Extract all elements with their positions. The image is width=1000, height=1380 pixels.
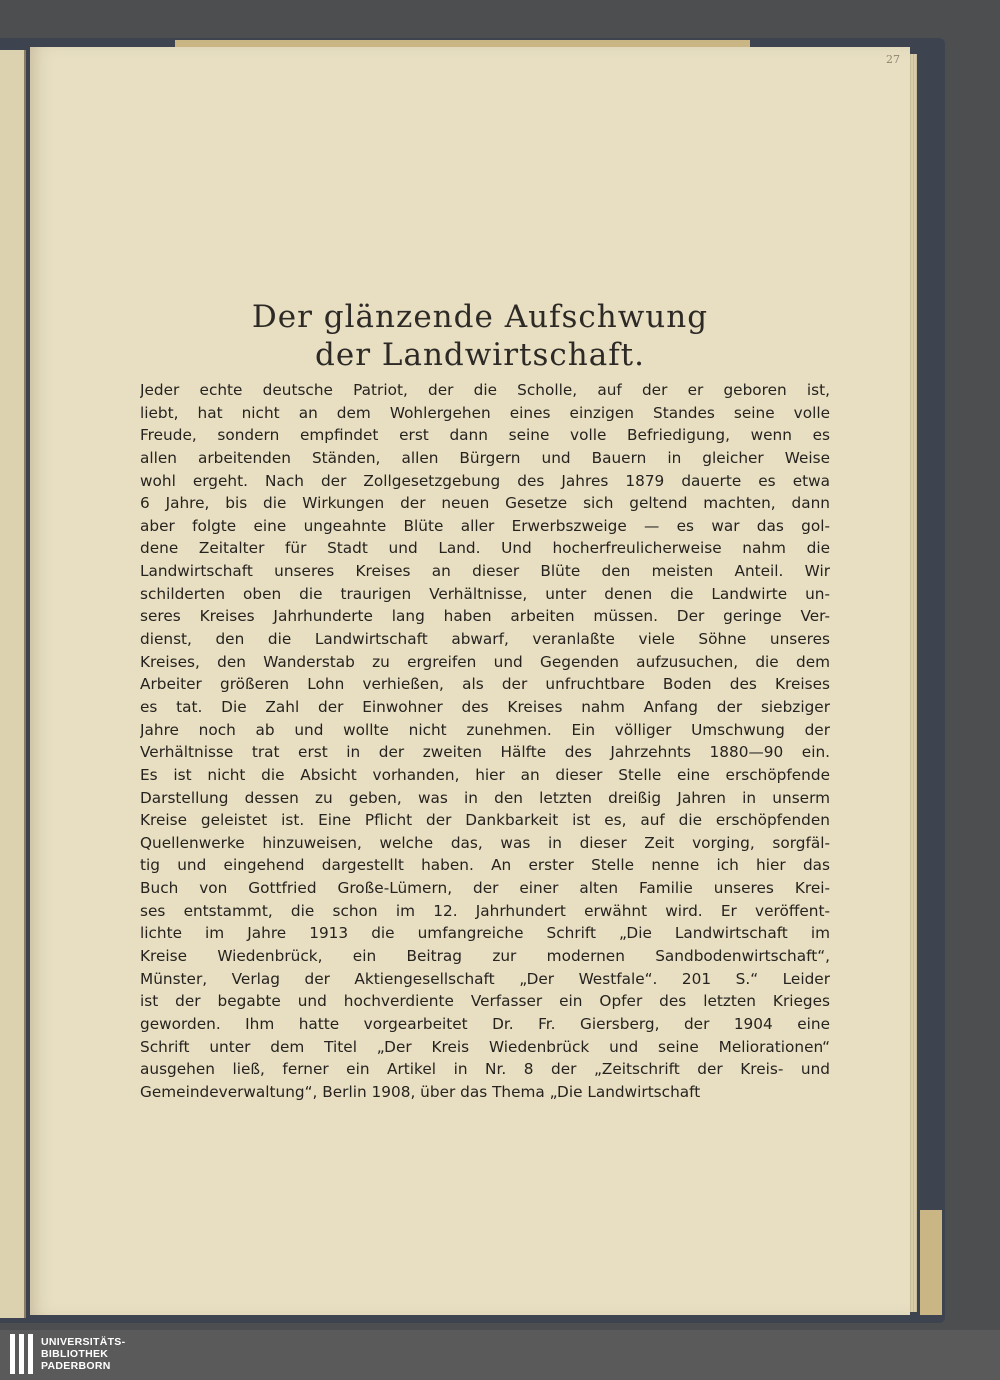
- text-line: Freude, sondern empfindet erst dann seine volle Befriedigung, wenn es: [140, 426, 830, 445]
- logo-line-3: PADERBORN: [41, 1360, 111, 1372]
- heading-line-2: der Landwirtschaft.: [315, 337, 645, 373]
- text-line: Jahre noch ab und wollte nicht zunehmen. Ein völliger Umschwung der: [140, 720, 830, 739]
- text-line: Kreises, den Wanderstab zu ergreifen und Gegenden aufzusuchen, die dem: [140, 652, 830, 671]
- text-line: wohl ergeht. Nach der Zollgesetzgebung des Jahres 1879 dauerte es etwa: [140, 471, 830, 490]
- endpaper-corner: [920, 1210, 942, 1315]
- text-line: Es ist nicht die Absicht vorhanden, hier an dieser Stelle eine erschöpfende: [140, 765, 830, 784]
- text-line: geworden. Ihm hatte vorgearbeitet Dr. Fr. Giersberg, der 1904 eine: [140, 1014, 830, 1033]
- text-line: ausgehen ließ, ferner ein Artikel in Nr. 8 der „Zeitschrift der Kreis- und: [140, 1060, 830, 1079]
- text-line: es tat. Die Zahl der Einwohner des Kreises nahm Anfang der siebziger: [140, 697, 830, 716]
- text-line: Buch von Gottfried Große-Lümern, der einer alten Familie unseres Krei-: [140, 879, 830, 898]
- text-line: dienst, den die Landwirtschaft abwarf, veranlaßte viele Söhne unseres: [140, 630, 830, 649]
- logo-text: [41, 1336, 125, 1372]
- text-line: allen arbeitenden Ständen, allen Bürgern und Bauern in gleicher Weise: [140, 448, 830, 467]
- text-line: ses entstammt, die schon im 12. Jahrhundert erwähnt wird. Er veröffent-: [140, 901, 830, 920]
- logo-line-1: UNIVERSITÄTS-: [41, 1336, 126, 1348]
- text-line: Darstellung dessen zu geben, was in den letzten dreißig Jahren in unserm: [140, 788, 830, 807]
- text-line: dene Zeitalter für Stadt und Land. Und hocherfreulicherweise nahm die: [140, 539, 830, 558]
- library-logo: [10, 1332, 125, 1376]
- text-line: 6 Jahre, bis die Wirkungen der neuen Gesetze sich geltend machten, dann: [140, 494, 830, 513]
- text-line: Jeder echte deutsche Patriot, der die Scholle, auf der er geboren ist,: [140, 381, 830, 399]
- text-line: liebt, hat nicht an dem Wohlergehen eines einzigen Standes seine volle: [140, 403, 830, 422]
- text-line: Arbeiter größeren Lohn verhießen, als der unfruchtbare Boden des Kreises: [140, 675, 830, 694]
- text-line: Verhältnisse trat erst in der zweiten Hälfte des Jahrzehnts 1880—90 ein.: [140, 743, 830, 762]
- left-page-edge: [0, 50, 26, 1318]
- text-line: schilderten oben die traurigen Verhältnisse, unter denen die Landwirte un-: [140, 584, 830, 603]
- logo-bars-icon: [10, 1334, 33, 1374]
- text-line: lichte im Jahre 1913 die umfangreiche Schrift „Die Landwirtschaft im: [140, 924, 830, 943]
- text-line: Gemeindeverwaltung“, Berlin 1908, über das Thema „Die Landwirtschaft: [140, 1082, 701, 1101]
- text-line: Quellenwerke hinzuweisen, welche das, was in dieser Zeit vorging, sorgfäl-: [140, 833, 830, 852]
- text-line: Münster, Verlag der Aktiengesellschaft „Der Westfale“. 201 S.“ Leider: [140, 969, 830, 988]
- text-line: Schrift unter dem Titel „Der Kreis Wiedenbrück und seine Meliorationen“: [140, 1037, 830, 1056]
- text-line: ist der begabte und hochverdiente Verfasser ein Opfer des letzten Krieges: [140, 992, 830, 1011]
- text-line: aber folgte eine ungeahnte Blüte aller Erwerbszweige — es war das gol-: [140, 516, 830, 535]
- text-line: Landwirtschaft unseres Kreises an dieser Blüte den meisten Anteil. Wir: [140, 562, 830, 581]
- logo-line-2: BIBLIOTHEK: [41, 1348, 109, 1360]
- text-line: seres Kreises Jahrhunderte lang haben arbeiten müssen. Der geringe Ver-: [140, 607, 830, 626]
- body-text: [140, 379, 830, 1104]
- page-number: 27: [886, 53, 900, 66]
- text-line: tig und eingehend dargestellt haben. An erster Stelle nenne ich hier das: [140, 856, 830, 875]
- text-line: Kreise geleistet ist. Eine Pflicht der Dankbarkeit ist es, auf die erschöpfenden: [140, 811, 830, 830]
- book-page: [30, 47, 910, 1315]
- text-line: Kreise Wiedenbrück, ein Beitrag zur modernen Sandbodenwirtschaft“,: [140, 947, 830, 966]
- heading-line-1: Der glänzende Aufschwung: [251, 299, 709, 335]
